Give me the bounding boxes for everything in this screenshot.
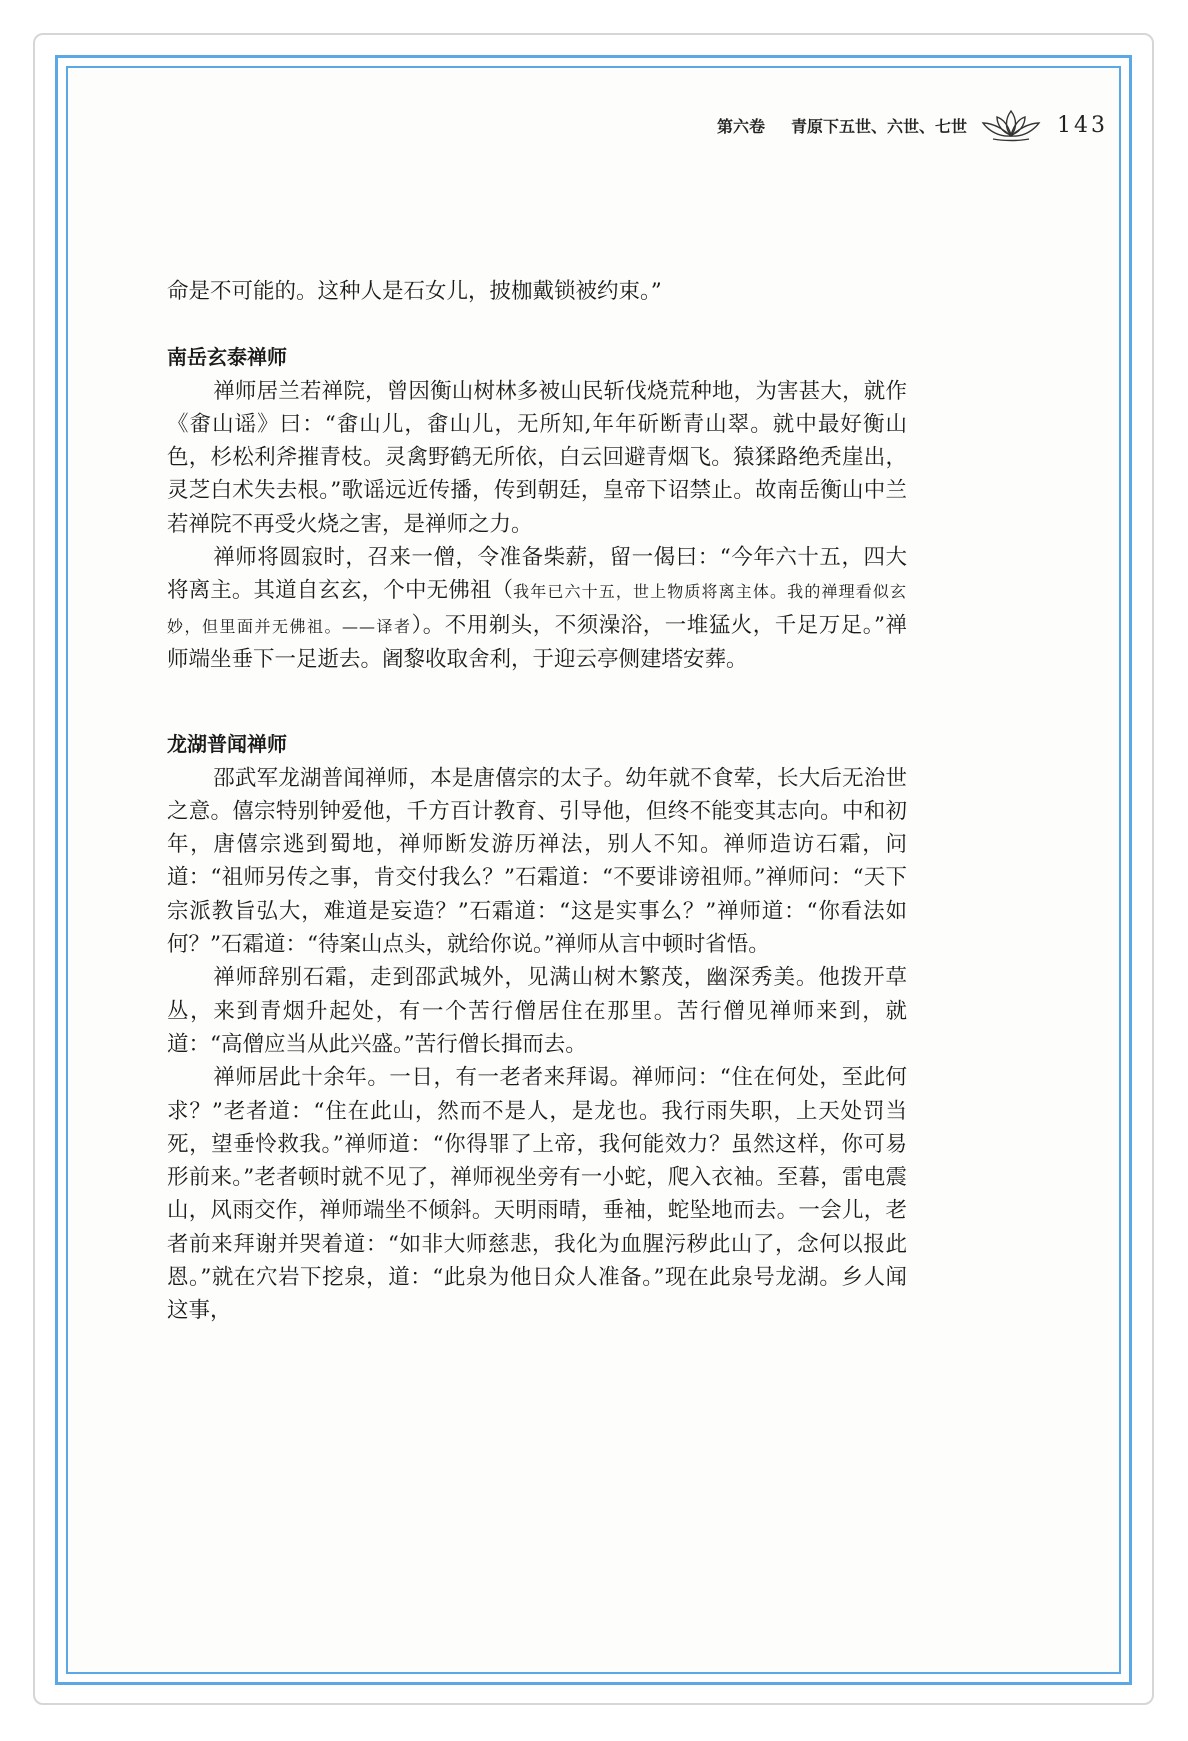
running-header: [508, 100, 1108, 150]
intro-line: 命是不可能的。这种人是石女儿，披枷戴锁被约束。”: [167, 279, 662, 304]
paragraph: 禅师居此十余年。一日，有一老者来拜谒。禅师问：“住在何处，至此何求？”老者道：“住在此山，然而不是人，是龙也。我行雨失职，上天处罚当死，望垂怜救我。”禅师道：“你得罪了上帝，我何能效力？虽然这样，你可易形前来。”老者顿时就不见了，禅师视坐旁有一小蛇，爬入衣袖。至暮，雷电震山，风雨交作，禅师端坐不倾斜。天明雨晴，垂袖，蛇坠地而去。一会儿，老者前来拜谢并哭着道：“如非大师慈悲，我化为血腥污秽此山了，念何以报此恩。”就在穴岩下挖泉，道：“此泉为他日众人准备。”现在此泉号龙湖。乡人闻这事，: [167, 1065, 907, 1324]
paragraph-text: ）。不用剃头，不须澡浴，一堆猛火，千足万足。”禅师端坐垂下一足逝去。阇黎收取舍利，于迎云亭侧建塔安葬。: [167, 612, 907, 672]
page-number: 143: [1057, 112, 1108, 138]
paragraph: 禅师辞别石霜，走到邵武城外，见满山树木繁茂，幽深秀美。他拨开草丛，来到青烟升起处，有一个苦行僧居住在那里。苦行僧见禅师来到，就道：“高僧应当从此兴盛。”苦行僧长揖而去。: [167, 965, 907, 1057]
paragraph: [167, 541, 907, 676]
lotus-icon: [979, 105, 1043, 145]
section-title-longhu: 龙湖普闻禅师: [167, 732, 287, 757]
volume-label: 第六卷: [716, 116, 765, 136]
section-title-nanyue: 南岳玄泰禅师: [167, 345, 287, 370]
page-content: [167, 275, 907, 1328]
paragraph: 邵武军龙湖普闻禅师，本是唐僖宗的太子。幼年就不食荤，长大后无治世之意。僖宗特别钟爱他，千方百计教育、引导他，但终不能变其志向。中和初年，唐僖宗逃到蜀地，禅师断发游历禅法，别人不知。禅师造访石霜，问道：“祖师另传之事，肯交付我么？”石霜道：“不要诽谤祖师。”禅师问：“天下宗派教旨弘大，难道是妄造？”石霜道：“这是实事么？”禅师道：“你看法如何？”石霜道：“待案山点头，就给你说。”禅师从言中顿时省悟。: [167, 765, 907, 958]
translator-note: 我年已六十五，世上物质将离主体。我的禅理看似玄妙，但里面并无佛祖。——译者: [167, 582, 907, 636]
paragraph: 禅师居兰若禅院，曾因衡山树林多被山民斩伐烧荒种地，为害甚大，就作《畬山谣》曰：“畬山儿，畬山儿，无所知,年年斫断青山翠。就中最好衡山色，杉松利斧摧青枝。灵禽野鹤无所依，白云回避青烟飞。猿猱路绝秃崖出，灵芝白术失去根。”歌谣远近传播，传到朝廷，皇帝下诏禁止。故南岳衡山中兰若禅院不再受火烧之害，是禅师之力。: [167, 378, 907, 537]
paragraph-text: 禅师将圆寂时，召来一僧，令准备柴薪，留一偈曰：“今年六十五，四大将离主。其道自玄玄，个中无佛祖（: [167, 545, 907, 604]
chapter-label: 青原下五世、六世、七世: [790, 116, 967, 136]
